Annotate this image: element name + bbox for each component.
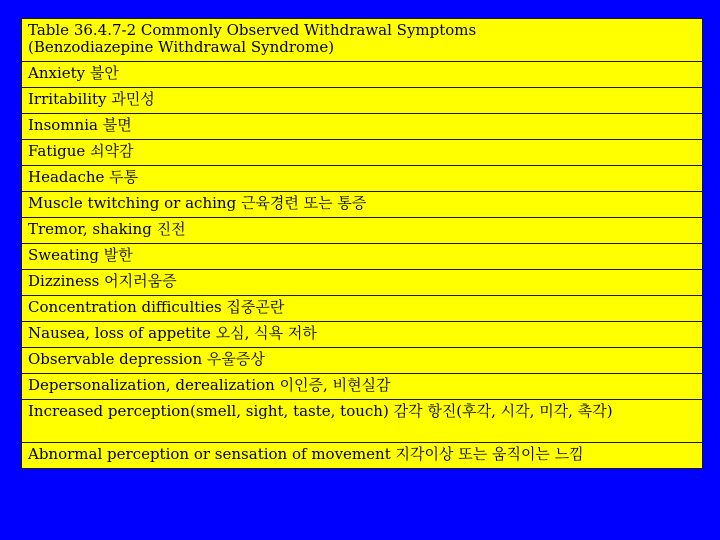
symptom-cell-tremor: Tremor, shaking 진전 (22, 218, 703, 244)
table-row (22, 192, 703, 218)
table-title: Table 36.4.7-2 Commonly Observed Withdrawal Symptoms (28, 21, 477, 39)
table-row (22, 400, 703, 443)
table-row (22, 62, 703, 88)
symptom-cell-irritability: Irritability 과민성 (22, 88, 703, 114)
table-row (22, 322, 703, 348)
symptom-cell-nausea: Nausea, loss of appetite 오심, 식욕 저하 (22, 322, 703, 348)
symptom-cell-muscle: Muscle twitching or aching 근육경련 또는 통증 (22, 192, 703, 218)
table-row (22, 88, 703, 114)
symptom-cell-abnormal-perception: Abnormal perception or sensation of movement 지각이상 또는 움직이는 느낌 (22, 443, 703, 469)
table-subtitle: (Benzodiazepine Withdrawal Syndrome) (28, 38, 335, 56)
table-row (22, 270, 703, 296)
symptom-cell-increased-perception: Increased perception(smell, sight, taste, touch) 감각 항진(후각, 시각, 미각, 촉각) (22, 400, 703, 443)
symptom-cell-dizziness: Dizziness 어지러움증 (22, 270, 703, 296)
symptom-cell-sweating: Sweating 발한 (22, 244, 703, 270)
table-row (22, 166, 703, 192)
symptom-cell-depersonalization: Depersonalization, derealization 이인증, 비현실감 (22, 374, 703, 400)
table-title-row (22, 19, 703, 62)
table-row (22, 244, 703, 270)
symptom-cell-depression: Observable depression 우울증상 (22, 348, 703, 374)
table-row (22, 348, 703, 374)
table-title-cell (22, 19, 703, 62)
table-row (22, 296, 703, 322)
table-row (22, 140, 703, 166)
symptom-cell-insomnia: Insomnia 불면 (22, 114, 703, 140)
withdrawal-symptoms-table (21, 18, 703, 469)
table-row (22, 114, 703, 140)
table-row (22, 443, 703, 469)
symptom-cell-fatigue: Fatigue 쇠약감 (22, 140, 703, 166)
symptom-cell-headache: Headache 두통 (22, 166, 703, 192)
table-row (22, 374, 703, 400)
symptom-cell-anxiety: Anxiety 불안 (22, 62, 703, 88)
symptom-cell-concentration: Concentration difficulties 집중곤란 (22, 296, 703, 322)
table-row (22, 218, 703, 244)
